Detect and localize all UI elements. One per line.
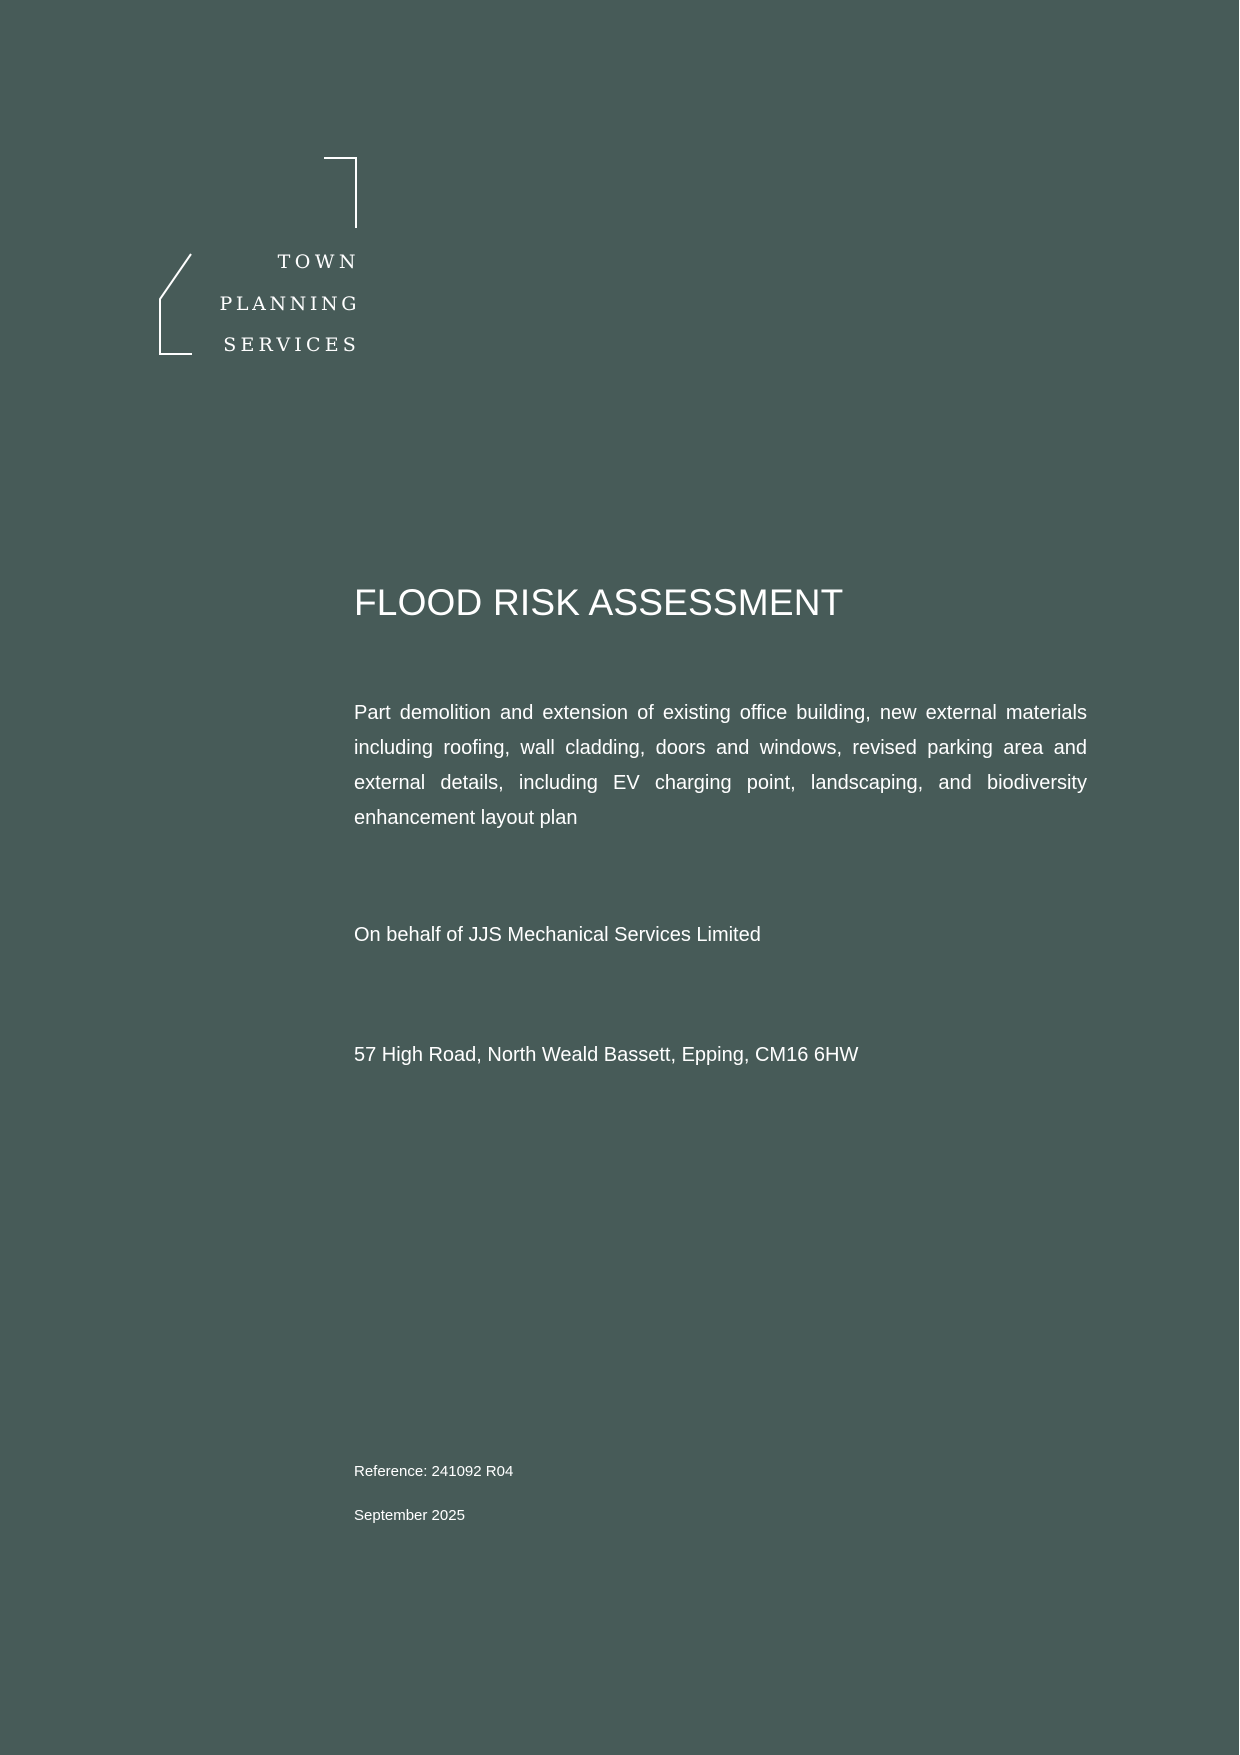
document-reference: Reference: 241092 R04 xyxy=(354,1463,514,1480)
proposal-description: Part demolition and extension of existing office building, new external materials including roofing, wall cladding, doors and windows, revised parking area and external details, including EV charging point, landscaping, and biodiversity enhancement layout plan xyxy=(354,702,1087,829)
logo-word-services: SERVICES xyxy=(223,334,360,356)
company-logo xyxy=(155,155,365,360)
client-line: On behalf of JJS Mechanical Services Limited xyxy=(354,924,761,946)
site-address: 57 High Road, North Weald Bassett, Epping, CM16 6HW xyxy=(354,1044,859,1066)
document-date: September 2025 xyxy=(354,1507,465,1524)
logo-word-town: TOWN xyxy=(277,251,360,273)
logo-word-planning: PLANNING xyxy=(219,293,360,315)
document-title: FLOOD RISK ASSESSMENT xyxy=(354,582,844,623)
